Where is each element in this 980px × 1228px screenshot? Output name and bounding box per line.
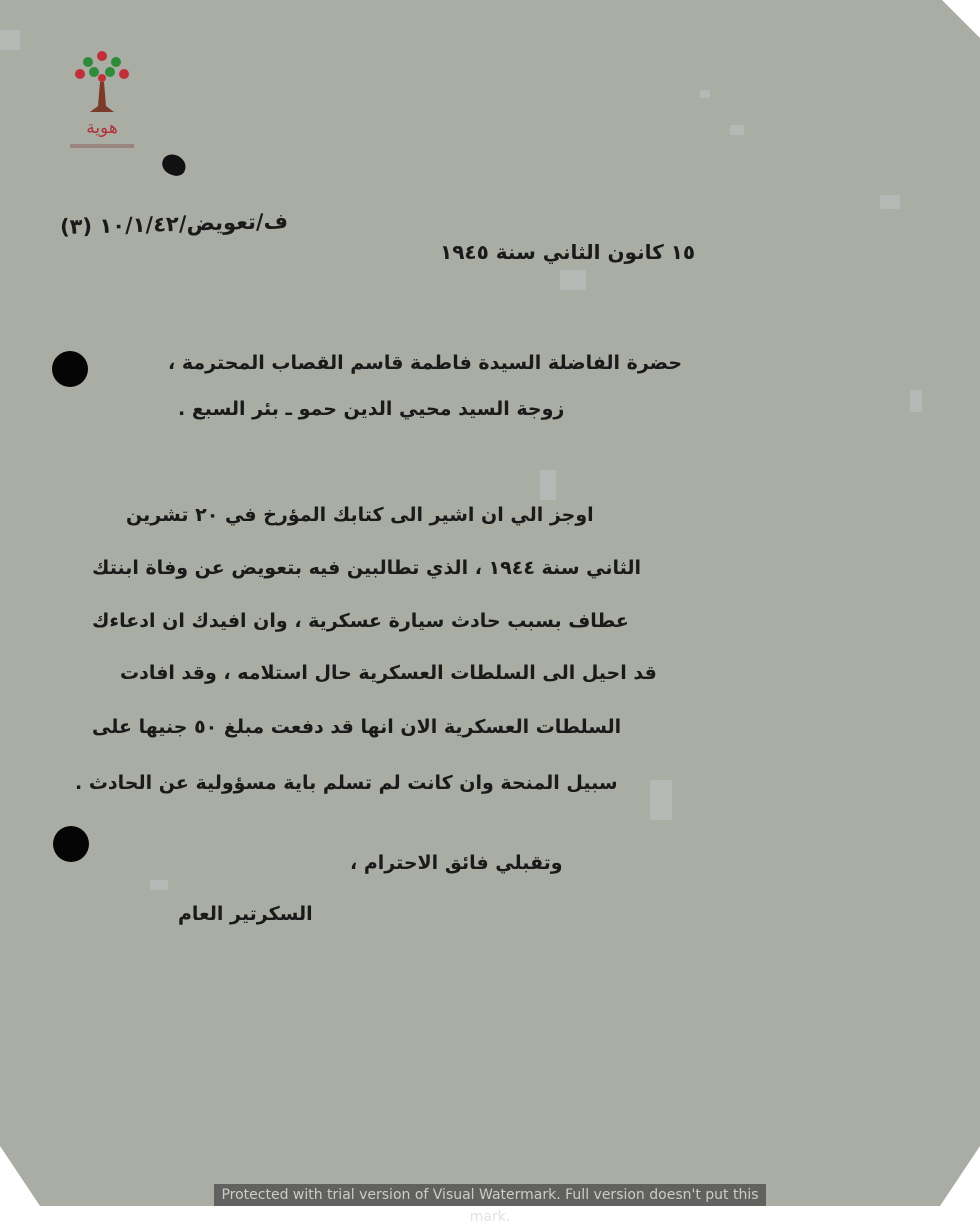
logo-text: هوية xyxy=(86,118,118,138)
tree-icon xyxy=(70,48,134,118)
closing-salutation: وتقبلي فائق الاحترام ، xyxy=(350,852,563,874)
reference-number: ف/تعويض/١٠/١/٤٢ (٣) xyxy=(59,209,289,239)
body-line: سبيل المنحة وان كانت لم تسلم باية مسؤولية عن الحادث . xyxy=(75,772,618,794)
speck xyxy=(560,270,586,290)
body-line: قد احيل الى السلطات العسكرية حال استلامه ، وقد افادت xyxy=(120,662,657,684)
speck xyxy=(880,195,900,209)
speck xyxy=(910,390,922,412)
speck xyxy=(540,470,556,500)
speck xyxy=(0,30,20,50)
torn-corner xyxy=(940,1146,980,1206)
watermark-banner: Protected with trial version of Visual Watermark. Full version doesn't put this mark. xyxy=(214,1184,766,1206)
signature-title: السكرتير العام xyxy=(178,903,313,925)
logo-subtitle-line xyxy=(70,144,134,148)
speck xyxy=(730,125,744,135)
ink-blot xyxy=(159,151,188,178)
addressee-line-1: حضرة الفاضلة السيدة فاطمة قاسم القصاب المحترمة ، xyxy=(168,352,683,374)
body-line: اوجز الي ان اشير الى كتابك المؤرخ في ٢٠ تشرين xyxy=(126,504,594,526)
body-line: عطاف بسبب حادث سيارة عسكرية ، وان افيدك ان ادعاءك xyxy=(92,610,629,632)
speck xyxy=(700,90,710,98)
punch-hole xyxy=(53,826,89,862)
body-line: الثاني سنة ١٩٤٤ ، الذي تطالبين فيه بتعويض عن وفاة ابنتك xyxy=(92,557,642,579)
torn-corner xyxy=(942,0,980,38)
punch-hole xyxy=(52,351,88,387)
addressee-line-2: زوجة السيد محيي الدين حمو ـ بئر السبع . xyxy=(178,398,565,420)
torn-corner xyxy=(0,1146,40,1206)
body-line: السلطات العسكرية الان انها قد دفعت مبلغ ٥٠ جنيها على xyxy=(92,716,622,738)
speck xyxy=(150,880,168,890)
speck xyxy=(650,780,672,820)
archive-logo xyxy=(70,48,134,166)
letter-date: ١٥ كانون الثاني سنة ١٩٤٥ xyxy=(440,240,696,264)
